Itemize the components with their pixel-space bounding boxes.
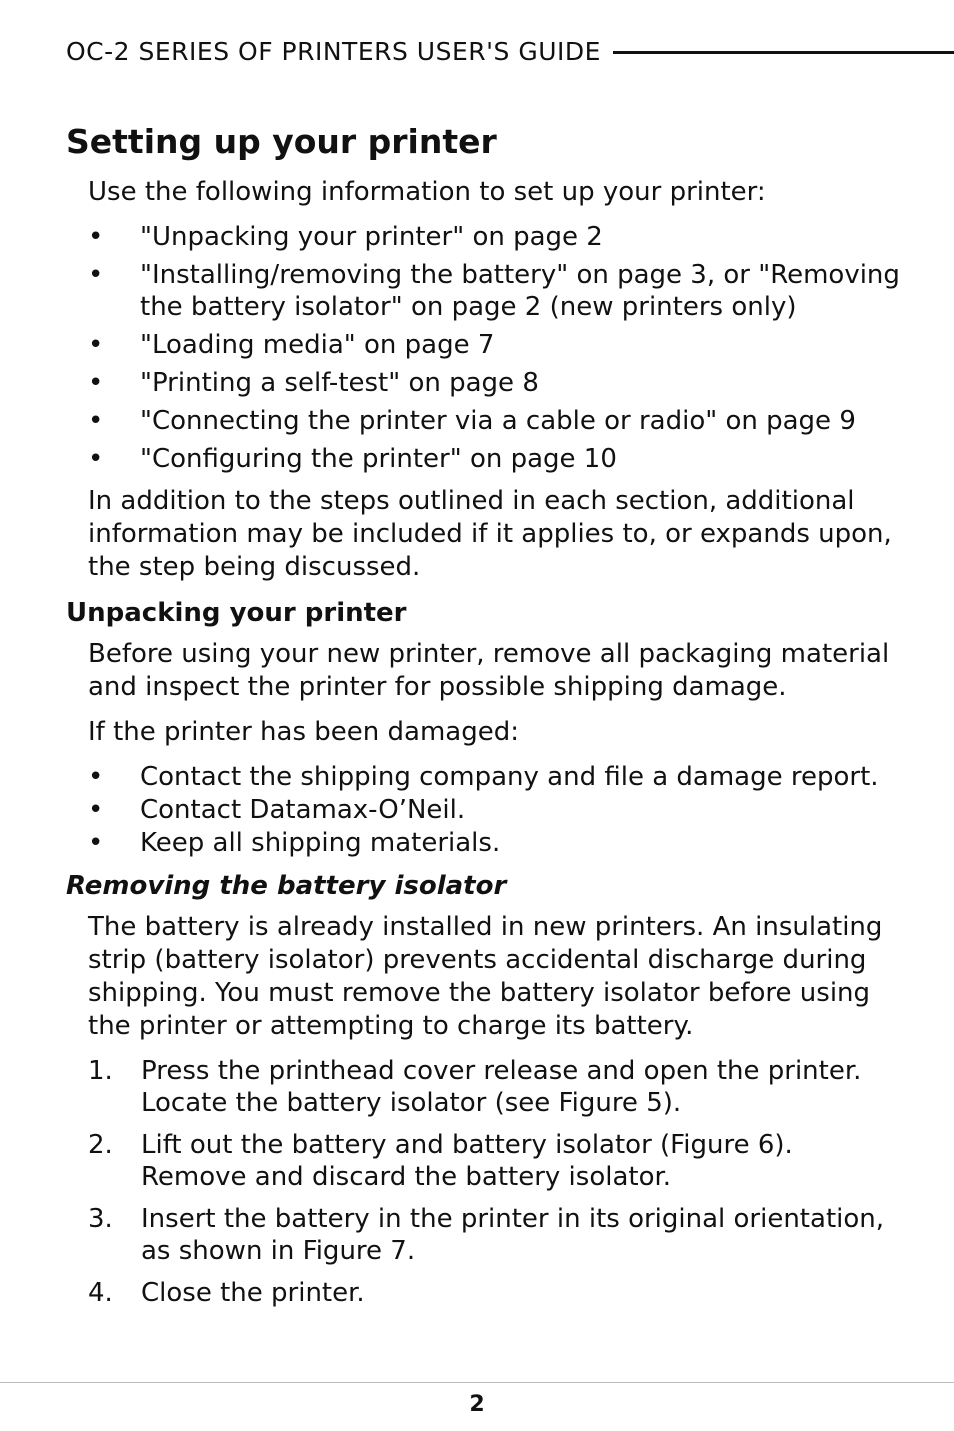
step-number: 1. [88,1056,113,1086]
header-rule [613,51,954,54]
setup-intro: Use the following information to set up your printer: [88,177,766,207]
list-item: • Keep all shipping materials. [88,828,501,858]
bullet-icon: • [88,406,104,436]
step-number: 2. [88,1130,113,1160]
list-item: • "Connecting the printer via a cable or radio" on page 9 [88,406,856,436]
bullet-icon: • [88,762,104,792]
header-title: OC-2 SERIES OF PRINTERS USER'S GUIDE [66,36,601,66]
bullet-icon: • [88,795,104,825]
unpacking-para-2: If the printer has been damaged: [88,717,519,747]
step-item: 3. Insert the battery in the printer in its original orientation, as shown in Figure 7. [88,1204,885,1266]
setup-list [88,221,906,475]
page-number: 2 [469,1392,485,1417]
section-heading-unpacking: Unpacking your printer [66,598,407,628]
bullet-icon: • [88,828,104,858]
damage-list [88,761,906,859]
page-content [66,120,906,1319]
list-item: • "Installing/removing the battery" on page 3, or "Removing the battery isolator" on page 2 (new printers only) [88,260,900,322]
isolator-para: The battery is already installed in new printers. An insulating strip (battery isolator) prevents accidental discharge during shipping. You must remove the battery isolator before using the printer or attempting to charge its battery. [88,912,883,1041]
bullet-icon: • [88,260,104,290]
isolator-steps [88,1055,906,1309]
running-header [66,34,954,68]
list-item: • "Configuring the printer" on page 10 [88,444,617,474]
list-item: • "Unpacking your printer" on page 2 [88,222,603,252]
bullet-icon: • [88,330,104,360]
step-item: 2. Lift out the battery and battery isolator (Figure 6). Remove and discard the battery isolator. [88,1130,793,1192]
list-item: • Contact Datamax-O’Neil. [88,795,466,825]
list-item: • "Printing a self-test" on page 8 [88,368,539,398]
unpacking-para-1: Before using your new printer, remove all packaging material and inspect the printer for possible shipping damage. [88,639,890,702]
step-item: 4. Close the printer. [88,1278,365,1308]
footer-rule [0,1382,954,1383]
bullet-icon: • [88,444,104,474]
step-number: 3. [88,1204,113,1234]
section-heading-isolator: Removing the battery isolator [66,871,507,901]
bullet-icon: • [88,368,104,398]
bullet-icon: • [88,222,104,252]
step-item: 1. Press the printhead cover release and open the printer. Locate the battery isolator (see Figure 5). [88,1056,862,1118]
section-heading-setup: Setting up your printer [66,122,497,161]
list-item: • Contact the shipping company and file a damage report. [88,762,879,792]
step-number: 4. [88,1278,113,1308]
setup-note: In addition to the steps outlined in each section, additional information may be included if it applies to, or expands upon, the step being discussed. [88,486,892,582]
list-item: • "Loading media" on page 7 [88,330,495,360]
